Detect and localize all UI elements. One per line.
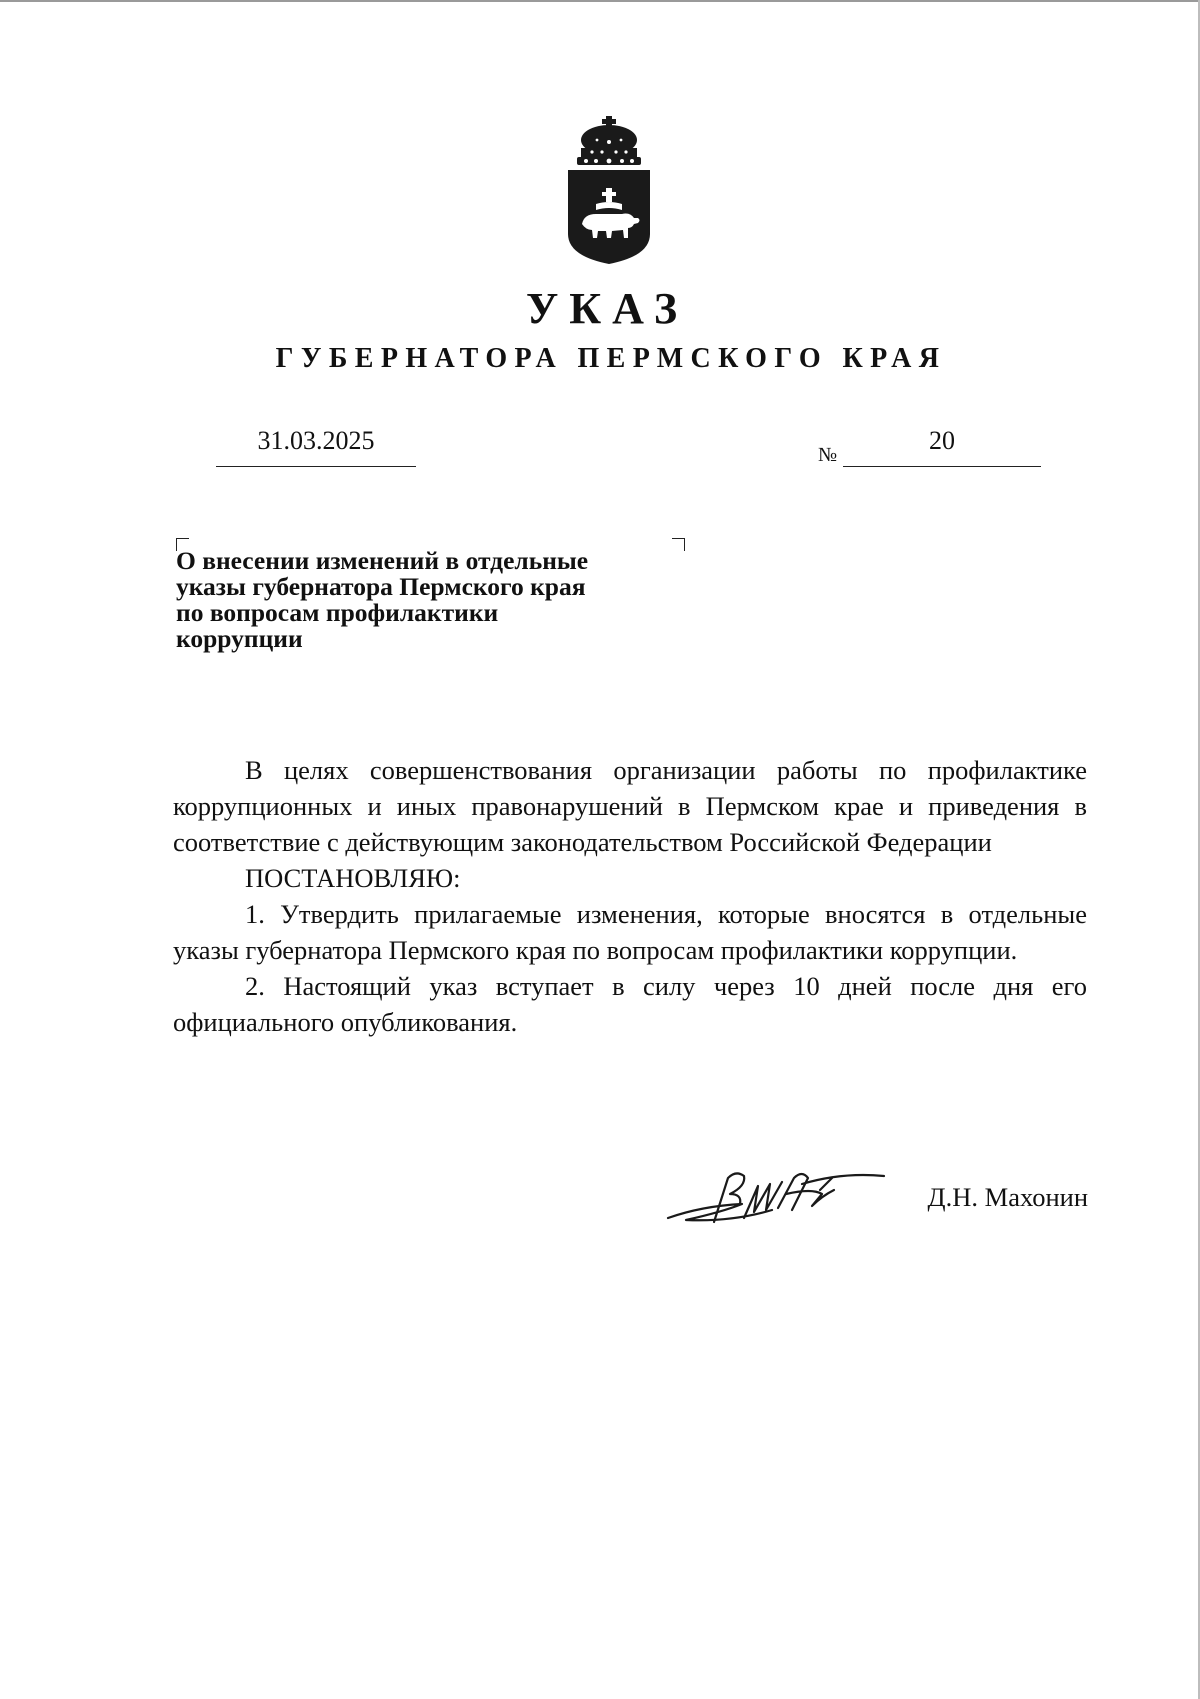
- scan-edge-top: [0, 0, 1200, 2]
- subject-line: указы губернатора Пермского края: [176, 572, 586, 601]
- clause-2-paragraph: 2. Настоящий указ вступает в силу через 10 дней после дня его официального опубликования.: [173, 971, 1087, 1037]
- subject-bracket-right: [672, 538, 685, 551]
- signer-name: Д.Н. Махонин: [927, 1182, 1088, 1212]
- perm-krai-coat-of-arms-icon: [562, 114, 656, 266]
- document-body: [173, 752, 1087, 1040]
- document-subject: [176, 548, 656, 652]
- subject-line: коррупции: [176, 624, 303, 653]
- document-date: 31.03.2025: [216, 424, 416, 467]
- subject-line: О внесении изменений в отдельные: [176, 546, 589, 575]
- preamble-paragraph: В целях совершенствования организации работы по профилактике коррупционных и иных правонарушений в Пермском крае и приведения в соответствие с действующим законодательством Российской Федерации: [173, 755, 1087, 857]
- document-title: УКАЗ: [525, 284, 689, 333]
- resolution-keyword: ПОСТАНОВЛЯЮ:: [245, 863, 461, 893]
- document-number-label: №: [818, 444, 838, 466]
- subject-line: по вопросам профилактики: [176, 598, 499, 627]
- document-subtitle: ГУБЕРНАТОРА ПЕРМСКОГО КРАЯ: [275, 343, 947, 374]
- handwritten-signature-icon: [662, 1160, 886, 1232]
- document-number: 20: [843, 424, 1041, 467]
- clause-1-paragraph: 1. Утвердить прилагаемые изменения, которые вносятся в отдельные указы губернатора Пермского края по вопросам профилактики коррупции.: [173, 899, 1087, 965]
